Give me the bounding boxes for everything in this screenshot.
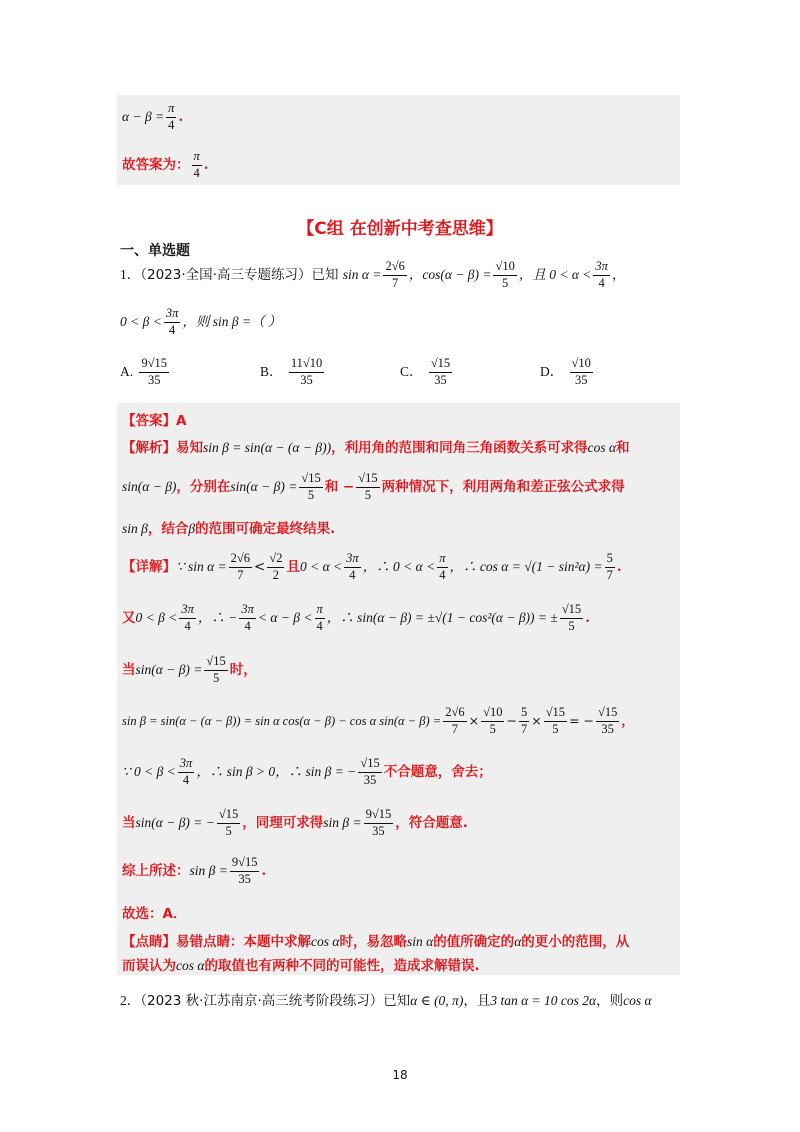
summary-line: 综上所述：sin β = $\frac{9√15}{35}$ . bbox=[122, 855, 267, 886]
q1-option-c[interactable]: C． $\frac{√15}{35}$ bbox=[400, 356, 451, 387]
expand-line: sin β = sin(α − (α − β)) = sin α cos(α − β) − cos α sin(α − β) = $\frac{2√6}{7}$ × $\frac{√10}{5}$ − $\frac{5}{7}$ × $\frac{√15}{5}$ = − $\frac{√15}{35}$ ， bbox=[122, 705, 634, 736]
answer-prefix: 故答案为： bbox=[122, 156, 190, 173]
q1-line-2: 0 < β < $\frac{3\pi}{4}$ ，则 sin β =（ ） bbox=[120, 306, 282, 337]
q1-frac-sin: $\frac{2√6}{7}$ bbox=[385, 259, 405, 290]
case-2-line: 当sin(α − β) = − $\frac{√15}{5}$ ，同理可求得sin β = $\frac{9√15}{35}$ ，符合题意. bbox=[122, 807, 468, 838]
tip-line-1: 【点睛】易错点睛：本题中求解cos α时，易忽略sin α的值所确定的α的更小的范围，从 bbox=[122, 934, 630, 950]
case-1-line: 当sin(α − β) = $\frac{√15}{5}$ 时， bbox=[122, 654, 257, 685]
tip-line-2: 而误认为cos α的取值也有两种不同的可能性，造成求解错误. bbox=[122, 958, 480, 974]
top-line-1-lhs: α − β = bbox=[122, 108, 165, 124]
solution-answer: 【答案】A bbox=[122, 413, 187, 429]
q1-frac-cond1: $\frac{3\pi}{4}$ bbox=[595, 259, 608, 290]
page-number: 18 bbox=[392, 1068, 408, 1082]
top-line-1: α − β = $\frac{\pi}{4}$ . bbox=[122, 101, 184, 132]
top-answer-line: 故答案为： $\frac{\pi}{4}$ . bbox=[122, 149, 209, 180]
top-line-1-fraction: $\frac{\pi}{4}$ bbox=[168, 101, 175, 132]
analysis-line-2: sin(α − β)，分别在sin(α − β) = $\frac{√15}{5}$ 和 − $\frac{√15}{5}$ 两种情况下，利用两角和差正弦公式求得 bbox=[122, 471, 625, 502]
q1-frac-cos: $\frac{√10}{5}$ bbox=[495, 259, 515, 290]
q1-frac-cond2: $\frac{3\pi}{4}$ bbox=[165, 306, 179, 337]
group-title: 【C组 在创新中考查思维】 bbox=[297, 219, 503, 239]
detail-line-2: 又0 < β < $\frac{3\pi}{4}$ ，∴ − $\frac{3\pi}{4}$ < α − β < $\frac{\pi}{4}$ ，∴ sin(α − β) = ±√(1 − cos²(α − β)) = ± $\frac{√15}{5}$ . bbox=[122, 602, 590, 633]
q1-line-1: 1．（2023·全国·高三专题练习）已知 sin α = $\frac{2√6}{7}$ ，cos(α − β) = $\frac{√10}{5}$ ，且 0 < α < $\frac{3\pi}{4}$ ， bbox=[120, 259, 626, 290]
q1-option-a[interactable]: A. $\frac{9√15}{35}$ bbox=[120, 356, 168, 387]
q1-source: （2023·全国·高三专题练习）已知 bbox=[140, 266, 339, 283]
choice-line: 故选：A． bbox=[122, 906, 187, 922]
q1-option-d[interactable]: D． $\frac{√10}{35}$ bbox=[540, 356, 591, 387]
answer-fraction: $\frac{\pi}{4}$ bbox=[193, 149, 200, 180]
q2-line: 2．（2023 秋·江苏南京·高三统考阶段练习）已知α ∈ (0, π)，且3 tan α = 10 cos 2α，则cos α bbox=[120, 993, 652, 1009]
q1-ask: ，则 sin β =（ ） bbox=[182, 313, 282, 329]
analysis-line-3: sin β，结合β的范围可确定最终结果. bbox=[122, 521, 336, 537]
section-title: 一、单选题 bbox=[120, 243, 190, 259]
analysis-line-1: 【解析】易知sin β = sin(α − (α − β))，利用角的范围和同角三角函数关系可求得cos α和 bbox=[122, 440, 630, 456]
detail-line-1: 【详解】∵ sin α = $\frac{2√6}{7}$ < $\frac{√2}{2}$ 且0 < α < $\frac{3\pi}{4}$ ，∴ 0 < α < $\frac{\pi}{4}$ ，∴ cos α = √(1 − sin²α) = $\frac{5}{7}$ . bbox=[122, 551, 622, 582]
q2-source: （2023 秋·江苏南京·高三统考阶段练习）已知 bbox=[140, 993, 411, 1009]
q1-option-b[interactable]: B． $\frac{11√10}{35}$ bbox=[260, 356, 323, 387]
reject-line: ∵ 0 < β < $\frac{3\pi}{4}$ ，∴ sin β > 0，∴ sin β = − $\frac{√15}{35}$ 不合题意，舍去； bbox=[122, 756, 492, 787]
